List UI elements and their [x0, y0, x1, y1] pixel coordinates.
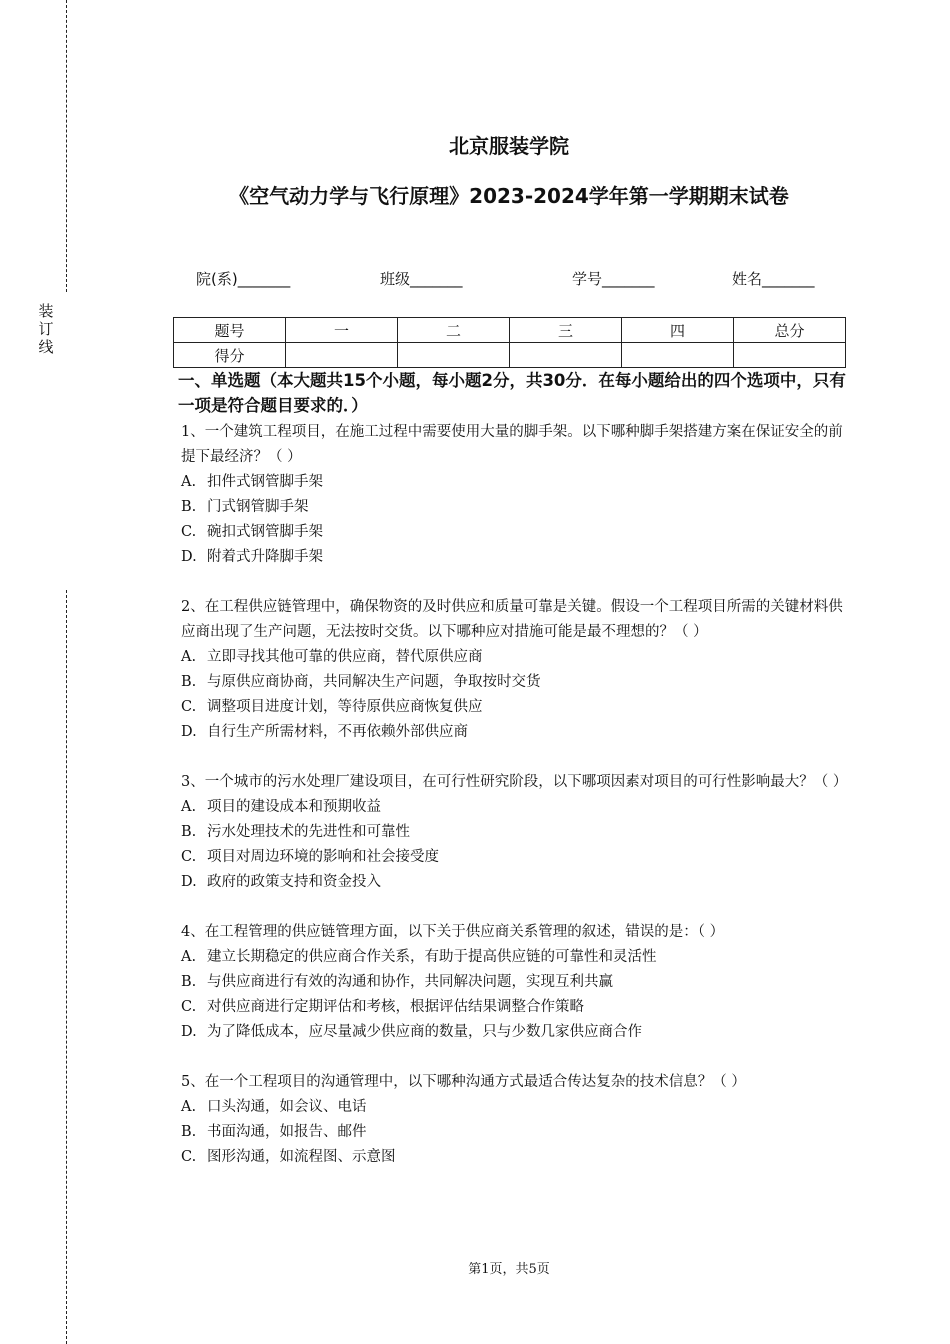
score-header-cell: 题号: [174, 318, 286, 343]
binding-line-bottom: [66, 590, 67, 1344]
info-label: 院(系): [196, 270, 238, 288]
option-letter: A.: [181, 474, 197, 490]
option-text: 书面沟通，如报告、邮件: [207, 1124, 367, 1140]
option-letter: A.: [181, 799, 197, 815]
option[interactable]: [181, 720, 846, 745]
option-letter: B.: [181, 1124, 197, 1140]
option-letter: C.: [181, 1149, 197, 1165]
option[interactable]: [181, 820, 846, 845]
option[interactable]: [181, 845, 846, 870]
score-header-cell: 四: [622, 318, 734, 343]
option-text: 自行生产所需材料，不再依赖外部供应商: [207, 724, 468, 740]
score-cell[interactable]: [622, 343, 734, 368]
option-text: 碗扣式钢管脚手架: [207, 524, 323, 540]
option-text: 项目对周边环境的影响和社会接受度: [207, 849, 439, 865]
page-number: 第1页，共5页: [468, 1262, 550, 1277]
info-blank: _______: [237, 270, 291, 288]
option[interactable]: [181, 1095, 846, 1120]
option-text: 立即寻找其他可靠的供应商，替代原供应商: [207, 649, 483, 665]
student-info-row: [0, 268, 950, 292]
score-header-cell: 一: [286, 318, 398, 343]
question-stem: 5、在一个工程项目的沟通管理中，以下哪种沟通方式最适合传达复杂的技术信息？（ ）: [181, 1074, 746, 1090]
score-table: [173, 317, 846, 368]
question: [181, 1070, 846, 1170]
option-text: 附着式升降脚手架: [207, 549, 323, 565]
option-letter: D.: [181, 724, 197, 740]
option-text: 与供应商进行有效的沟通和协作，共同解决问题，实现互利共赢: [207, 974, 613, 990]
question: [181, 595, 846, 745]
option-letter: A.: [181, 949, 197, 965]
option-letter: A.: [181, 649, 197, 665]
score-cell[interactable]: [510, 343, 622, 368]
section-title: 一、单选题（本大题共15个小题，每小题2分，共30分．在每小题给出的四个选项中，只有一项是符合题目要求的．）: [178, 371, 846, 415]
option[interactable]: [181, 970, 846, 995]
option-text: 政府的政策支持和资金投入: [207, 874, 381, 890]
info-blank: _______: [410, 270, 463, 288]
option[interactable]: [181, 545, 846, 570]
score-cell[interactable]: [286, 343, 398, 368]
option[interactable]: [181, 1145, 846, 1170]
info-blank: _______: [602, 270, 655, 288]
option[interactable]: [181, 1020, 846, 1045]
option-text: 口头沟通，如会议、电话: [207, 1099, 367, 1115]
option-text: 对供应商进行定期评估和考核，根据评估结果调整合作策略: [207, 999, 584, 1015]
option[interactable]: [181, 995, 846, 1020]
option-letter: B.: [181, 974, 197, 990]
option-letter: C.: [181, 699, 197, 715]
binding-label: [36, 302, 56, 356]
exam-content: [178, 368, 848, 1195]
option[interactable]: [181, 645, 846, 670]
option[interactable]: [181, 495, 846, 520]
question-stem: 2、在工程供应链管理中，确保物资的及时供应和质量可靠是关键。假设一个工程项目所需的关键材料供应商出现了生产问题，无法按时交货。以下哪种应对措施可能是最不理想的？（ ）: [181, 599, 843, 640]
question: [181, 920, 846, 1045]
binding-char: 装: [38, 302, 54, 320]
info-field-class[interactable]: [380, 268, 463, 289]
option-letter: C.: [181, 524, 197, 540]
binding-char: 订: [38, 320, 54, 338]
info-blank: _______: [762, 270, 815, 288]
question-stem: 4、在工程管理的供应链管理方面，以下关于供应商关系管理的叙述，错误的是：（ ）: [181, 924, 725, 940]
score-header-cell: 总分: [734, 318, 846, 343]
question-stem: 3、一个城市的污水处理厂建设项目，在可行性研究阶段，以下哪项因素对项目的可行性影响最大？（ ）: [181, 774, 848, 790]
score-cell[interactable]: [734, 343, 846, 368]
info-label: 姓名: [732, 270, 763, 288]
option[interactable]: [181, 695, 846, 720]
score-cell[interactable]: [398, 343, 510, 368]
option-letter: D.: [181, 549, 197, 565]
option-text: 图形沟通，如流程图、示意图: [207, 1149, 396, 1165]
option-text: 扣件式钢管脚手架: [207, 474, 323, 490]
option[interactable]: [181, 1120, 846, 1145]
exam-title: 《空气动力学与飞行原理》2023-2024学年第一学期期末试卷: [229, 184, 789, 208]
info-label: 班级: [380, 270, 411, 288]
option-text: 门式钢管脚手架: [207, 499, 309, 515]
binding-char: 线: [38, 338, 54, 356]
question: [181, 770, 846, 895]
option-letter: B.: [181, 674, 197, 690]
option-letter: B.: [181, 824, 197, 840]
info-field-department[interactable]: [196, 268, 290, 289]
option-letter: D.: [181, 874, 197, 890]
question-stem: 1、一个建筑工程项目，在施工过程中需要使用大量的脚手架。以下哪种脚手架搭建方案在保证安全的前提下最经济？（ ）: [181, 424, 843, 465]
option[interactable]: [181, 470, 846, 495]
score-row-label: 得分: [174, 343, 286, 368]
option[interactable]: [181, 870, 846, 895]
option[interactable]: [181, 670, 846, 695]
school-name: 北京服装学院: [449, 134, 569, 158]
option[interactable]: [181, 795, 846, 820]
option-text: 项目的建设成本和预期收益: [207, 799, 381, 815]
option-letter: C.: [181, 999, 197, 1015]
score-header-cell: 二: [398, 318, 510, 343]
option-text: 建立长期稳定的供应商合作关系，有助于提高供应链的可靠性和灵活性: [207, 949, 657, 965]
option-letter: D.: [181, 1024, 197, 1040]
score-table-header-row: [174, 318, 846, 343]
option-text: 调整项目进度计划，等待原供应商恢复供应: [207, 699, 483, 715]
option-text: 与原供应商协商，共同解决生产问题，争取按时交货: [207, 674, 541, 690]
option-text: 为了降低成本，应尽量减少供应商的数量，只与少数几家供应商合作: [207, 1024, 642, 1040]
option-text: 污水处理技术的先进性和可靠性: [207, 824, 410, 840]
info-label: 学号: [572, 270, 603, 288]
option-letter: B.: [181, 499, 197, 515]
question: [181, 420, 846, 570]
option[interactable]: [181, 520, 846, 545]
info-field-name[interactable]: [732, 268, 815, 289]
option[interactable]: [181, 945, 846, 970]
option-letter: C.: [181, 849, 197, 865]
option-letter: A.: [181, 1099, 197, 1115]
score-table-score-row: [174, 343, 846, 368]
score-header-cell: 三: [510, 318, 622, 343]
info-field-student-id[interactable]: [572, 268, 655, 289]
